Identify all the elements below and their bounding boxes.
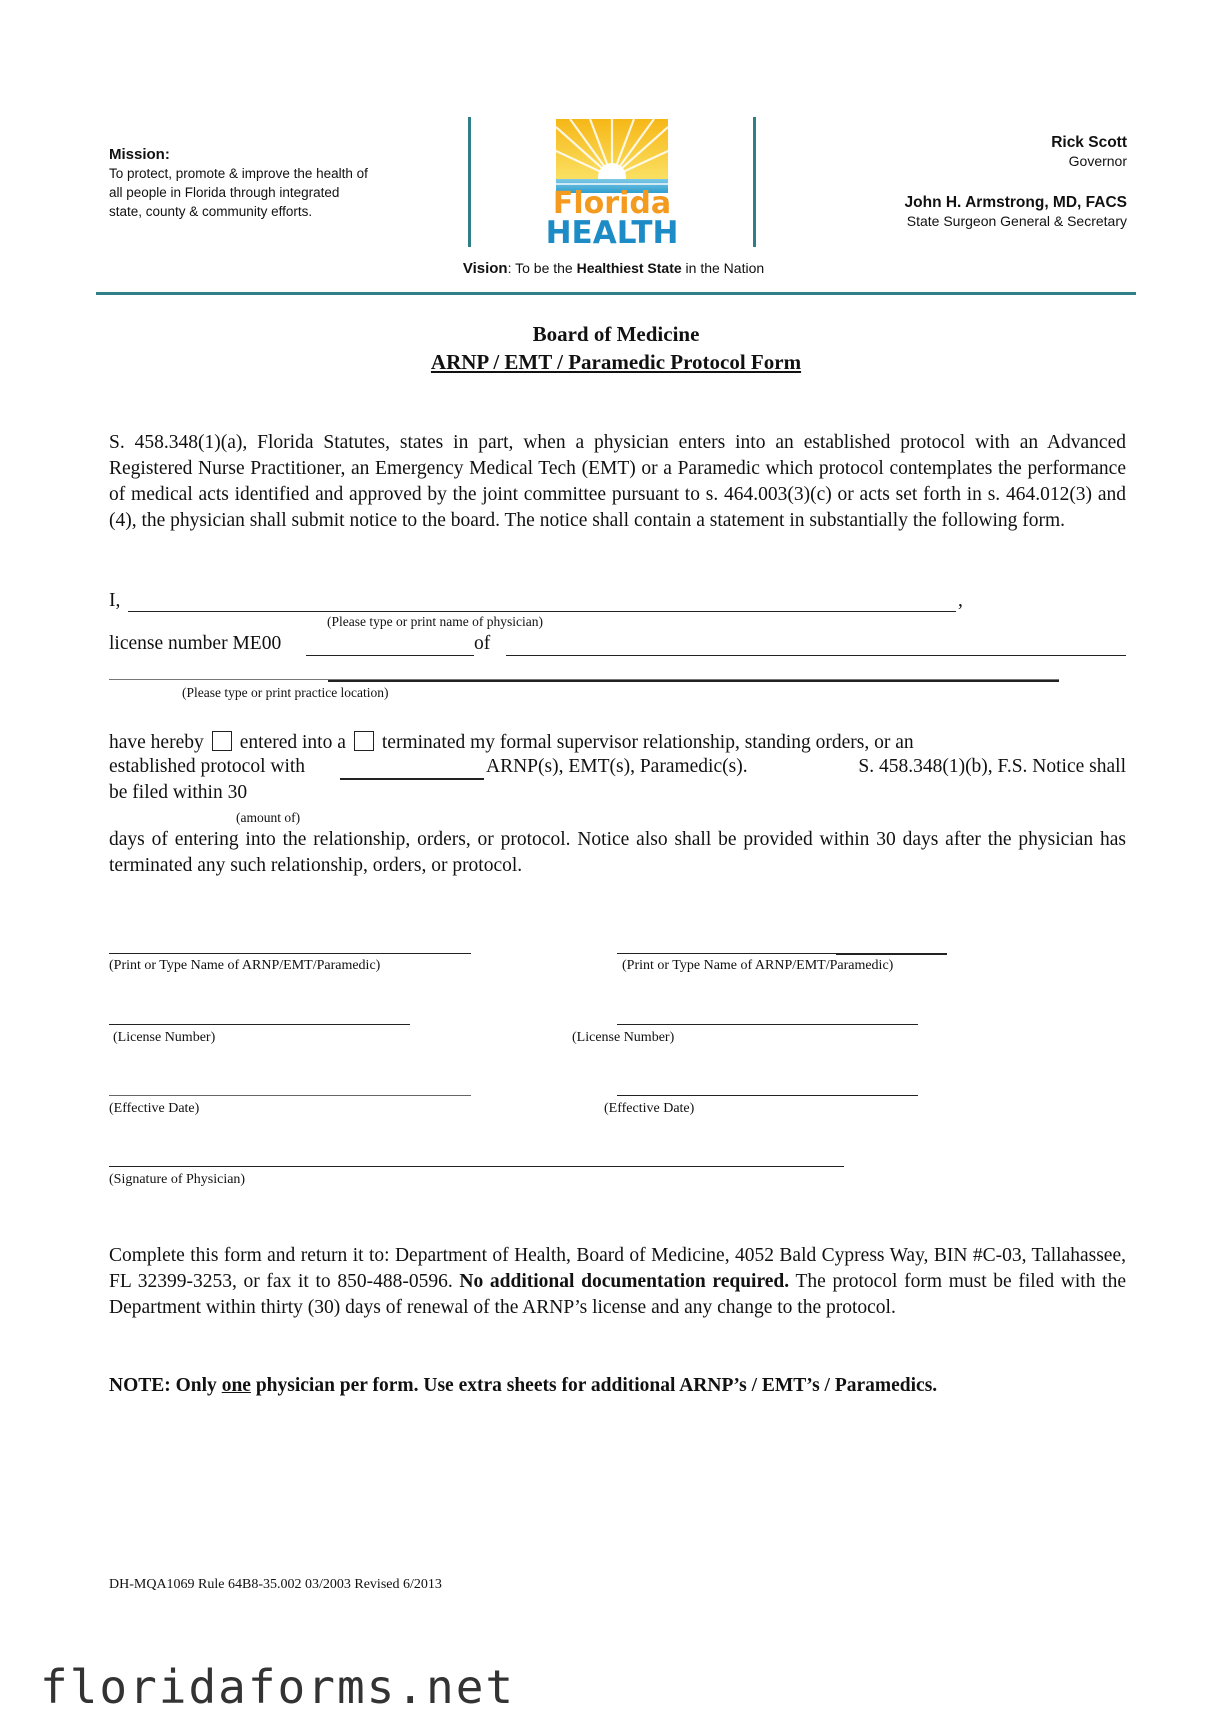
mission-statement: Mission: To protect, promote & improve the health of all people in Florida through integrated state, county & community efforts. [109,146,368,219]
header-divider-right [753,117,756,247]
watermark: floridaforms.net [40,1660,516,1714]
established-with-label: established protocol with [109,756,306,777]
physician-signature-field[interactable] [109,1166,844,1167]
license-caption-right: (License Number) [572,1030,675,1045]
note-pre: NOTE: Only [109,1375,222,1396]
notice-statute: S. 458.348(1)(b), F.S. Notice shall [858,756,1126,777]
sunburst-icon [545,119,679,251]
governor-title: Governor [1068,153,1127,169]
arnp-name-caption-right: (Print or Type Name of ARNP/EMT/Paramedic) [622,958,894,973]
arnp-name-caption-left: (Print or Type Name of ARNP/EMT/Paramedic) [109,958,381,973]
practice-location-field-1[interactable] [506,655,1126,656]
effective-date-caption-right: (Effective Date) [604,1101,695,1116]
vision-statement [0,260,1227,277]
amount-caption: (amount of) [236,810,301,825]
return-instructions [109,1243,1126,1321]
vision-label: Vision [462,260,508,277]
effective-date-field-right[interactable] [617,1095,918,1096]
effective-date-field-left[interactable] [109,1095,471,1096]
mission-text: To protect, promote & improve the health of all people in Florida through integrated state, county & community efforts. [109,166,368,219]
vision-post: in the Nation [681,260,765,276]
note [109,1375,937,1397]
license-caption-left: (License Number) [113,1030,216,1045]
license-number-field[interactable] [306,655,474,656]
return-bold-text: No additional documentation required. [459,1271,790,1292]
i-label: I, [109,590,121,611]
license-label: license number ME00 [109,633,282,654]
relationship-line [109,730,1126,756]
terminated-checkbox[interactable] [354,731,374,751]
have-hereby-text: have hereby [109,732,204,753]
florida-health-logo [545,119,679,251]
entered-into-text: entered into a [239,732,346,753]
header-divider-left [468,117,471,247]
officials-block [797,133,1127,231]
days-paragraph: days of entering into the relationship, orders, or protocol. Notice also shall be provided within 30 days after the physician has terminated any such relationship, orders, or protocol. [109,829,1126,876]
vision-pre: : To be the [507,260,577,276]
physician-name-field[interactable] [128,611,956,612]
terminated-text: terminated my formal supervisor relationship, standing orders, or an [381,732,914,753]
vision-bold: Healthiest State [576,260,682,276]
of-label: of [474,633,491,654]
mission-label: Mission [109,146,165,163]
svg-text:Florida: Florida [552,186,672,221]
surgeon-general-name: John H. Armstrong, MD, FACS [904,194,1127,211]
arnp-types: ARNP(s), EMT(s), Paramedic(s). [486,756,748,777]
entered-checkbox[interactable] [212,731,232,751]
license-number-field-left[interactable] [109,1024,410,1025]
return-text-2: The protocol form must be filed with the Department within thirty (30) days of renewal of the ARNP’s license and any change to the protocol. [109,1271,1126,1318]
return-text: Complete this form and return it to: Department of Health, Board of Medicine, 4052 Bald Cypress Way, BIN #C-03, Tallahassee, FL 32399-3253, or fax it to 850-488-0596. [109,1245,1126,1292]
license-number-field-right[interactable] [617,1024,918,1025]
effective-date-caption-left: (Effective Date) [109,1101,200,1116]
form-title: ARNP / EMT / Paramedic Protocol Form [430,350,802,374]
physician-name-caption: (Please type or print name of physician) [327,614,543,629]
svg-text:HEALTH: HEALTH [545,215,679,251]
note-underlined: one [221,1375,251,1396]
note-post: physician per form. Use extra sheets for additional ARNP’s / EMT’s / Paramedics. [250,1375,938,1396]
governor-name: Rick Scott [1051,134,1127,151]
arnp-name-field-left[interactable] [109,953,471,954]
intro-paragraph: S. 458.348(1)(a), Florida Statutes, states in part, when a physician enters into an established protocol with an Advanced Registered Nurse Practitioner, an Emergency Medical Tech (EMT) or a Paramedic which protocol contemplates the performance of medical acts identified and approved by the joint committee pursuant to s. 464.003(3)(c) or acts set forth in s. 464.012(3) and (4), the physician shall submit notice to the board. The notice shall contain a statement in substantially the following form. [109,432,1126,531]
signature-caption: (Signature of Physician) [109,1172,246,1187]
be-filed-text: be filed within 30 [109,782,248,803]
practice-location-caption: (Please type or print practice location) [182,685,389,700]
surgeon-general-title: State Surgeon General & Secretary [906,213,1127,229]
form-footer: DH-MQA1069 Rule 64B8-35.002 03/2003 Revised 6/2013 [109,1577,442,1592]
arnp-count-field[interactable] [340,778,484,780]
header-rule [96,292,1136,295]
form-board-title: Board of Medicine [532,322,700,346]
